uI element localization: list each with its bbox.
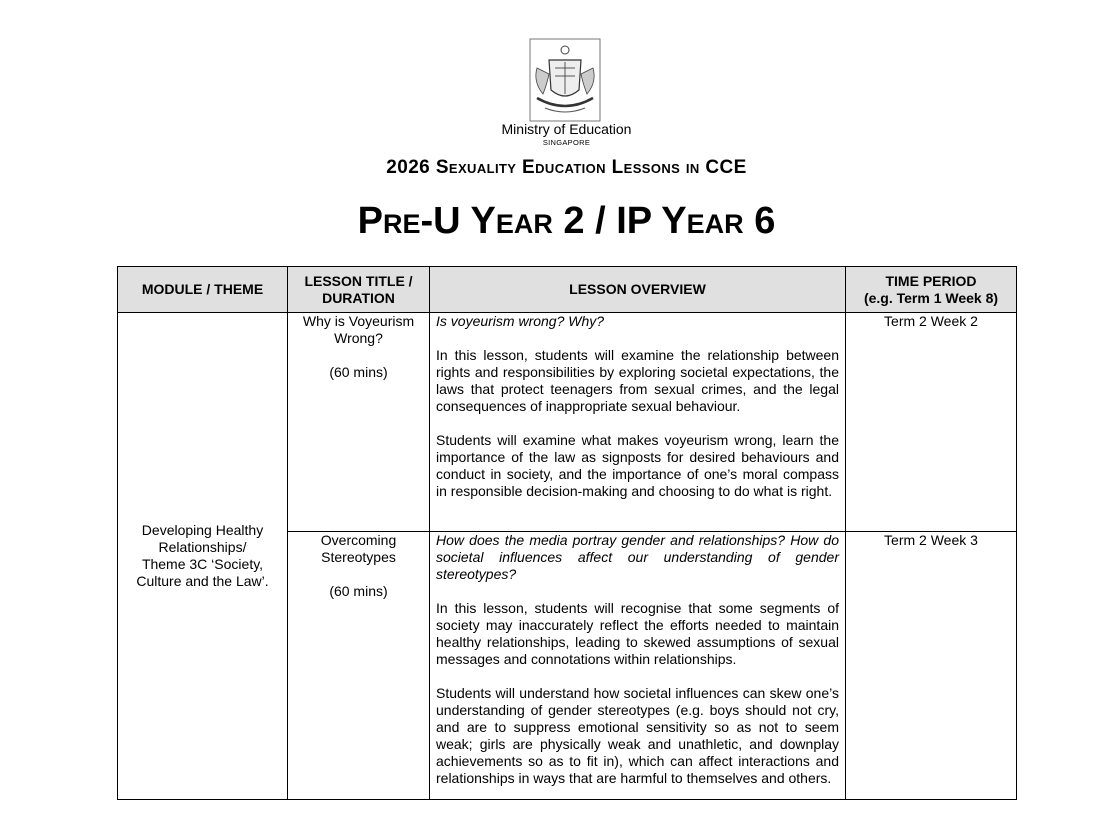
- module-line: Theme 3C ‘Society,: [141, 556, 264, 572]
- lesson-question: Is voyeurism wrong? Why?: [436, 313, 605, 329]
- lesson-duration: (60 mins): [329, 364, 388, 380]
- lesson-overview-cell: [430, 313, 846, 532]
- column-header-lesson: [288, 267, 430, 313]
- document-title: 2026 Sexuality Education Lessons in CCE: [386, 157, 747, 178]
- lesson-title: Why is Voyeurism Wrong?: [302, 313, 415, 346]
- module-theme-cell: [118, 313, 288, 800]
- ministry-country: SINGAPORE: [542, 138, 591, 147]
- lesson-header-line2: DURATION: [322, 289, 395, 306]
- lesson-paragraph: In this lesson, students will recognise that some segments of society may inaccurately reflect the efforts needed to maintain healthy relationships, leading to skewed assumptions of sexual messages and connotations within relationships.: [436, 600, 839, 667]
- time-period-cell: Term 2 Week 2: [846, 313, 1017, 532]
- level-title: Pre-U Year 2 / IP Year 6: [357, 200, 776, 242]
- lesson-title: Overcoming Stereotypes: [320, 532, 397, 565]
- ministry-crest-logo: [529, 38, 601, 122]
- module-line: Relationships/: [158, 539, 247, 555]
- lesson-question: How does the media portray gender and relationships? How do societal influences affect our understanding of gender stereotypes?: [436, 532, 839, 582]
- lesson-paragraph: In this lesson, students will examine the relationship between rights and responsibilities by exploring societal expectations, the laws that protect teenagers from sexual crimes, and the legal consequences of inappropriate sexual behaviour.: [436, 347, 839, 414]
- lesson-overview-cell: [430, 532, 846, 800]
- lessons-table: [117, 266, 1017, 800]
- lesson-title-cell: [288, 532, 430, 800]
- lesson-header-line1: LESSON TITLE /: [304, 272, 413, 289]
- time-header-line1: TIME PERIOD: [885, 272, 977, 289]
- lesson-title-cell: [288, 313, 430, 532]
- table-header-row: [118, 267, 1017, 313]
- time-header-line2: (e.g. Term 1 Week 8): [863, 289, 999, 306]
- lesson-paragraph: Students will examine what makes voyeurism wrong, learn the importance of the law as signposts for desired behaviours and conduct in society, and the importance of one’s moral compass in responsible decision-making and choosing to do what is right.: [436, 432, 839, 499]
- ministry-name: Ministry of Education: [501, 121, 632, 137]
- lesson-paragraph: Students will understand how societal influences can skew one’s understanding of gender stereotypes (e.g. boys should not cry, and are to suppress emotional sensitivity so as not to seem weak; girls are physically weak and unathletic, and downplay achievements so as to fit in), which can affect interactions and relationships in ways that are harmful to themselves and others.: [436, 685, 839, 786]
- column-header-module: MODULE / THEME: [118, 267, 288, 313]
- module-line: Developing Healthy: [141, 522, 264, 538]
- time-period-cell: Term 2 Week 3: [846, 532, 1017, 800]
- table-row: [118, 313, 1017, 532]
- module-line: Culture and the Law’.: [136, 573, 269, 589]
- column-header-overview: LESSON OVERVIEW: [430, 267, 846, 313]
- lesson-duration: (60 mins): [329, 583, 388, 599]
- column-header-time: [846, 267, 1017, 313]
